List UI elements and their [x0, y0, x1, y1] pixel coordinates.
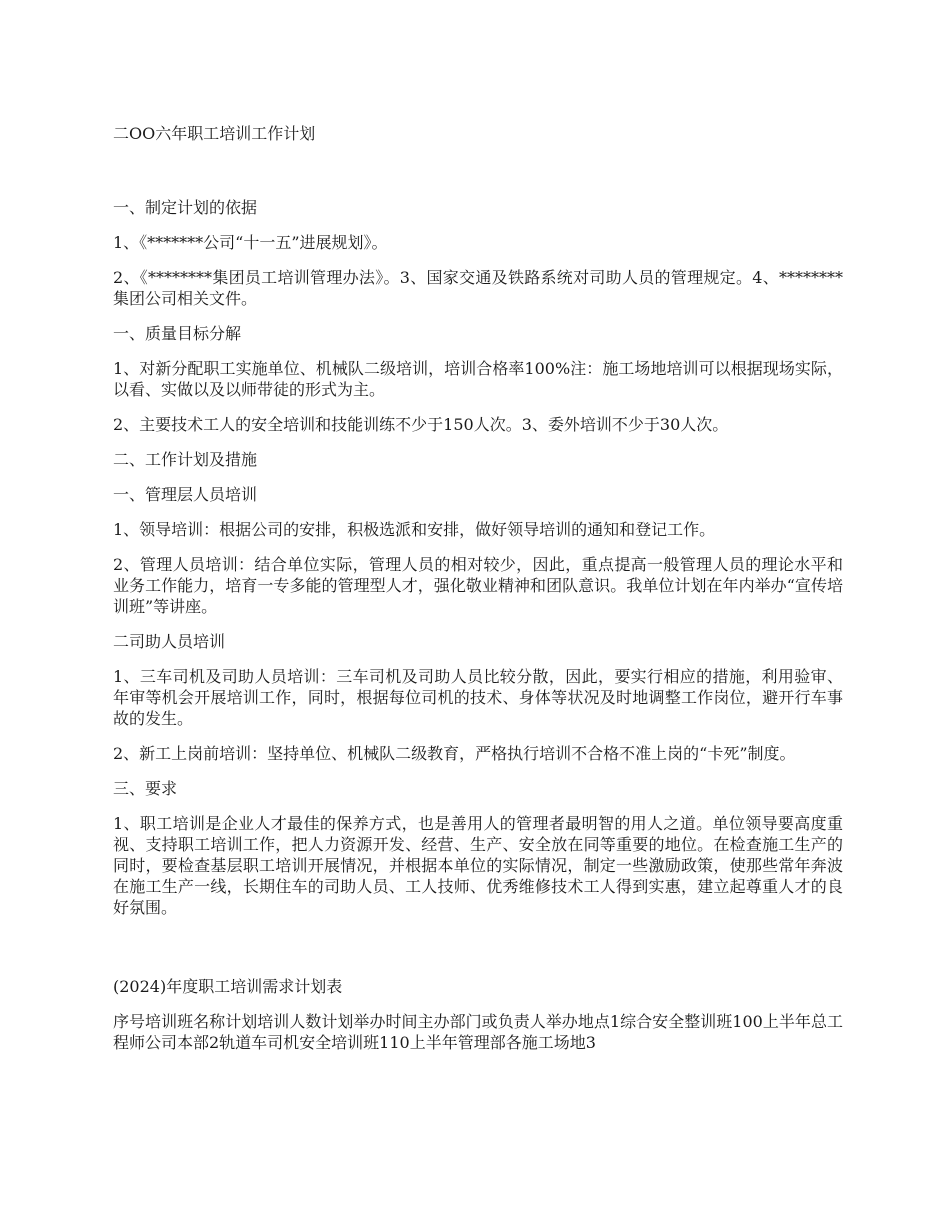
paragraph: 1、三车司机及司助人员培训：三车司机及司助人员比较分散，因此，要实行相应的措施，利用验审、年审等机会开展培训工作，同时，根据每位司机的技术、身体等状况及时地调整工作岗位，避开行车事故的发生。	[113, 667, 843, 728]
paragraph: 2、管理人员培训：结合单位实际，管理人员的相对较少，因此，重点提高一般管理人员的理论水平和业务工作能力，培育一专多能的管理型人才，强化敬业精神和团队意识。我单位计划在年内举办“宣传培训班”等讲座。	[113, 555, 843, 616]
table-title: (2024)年度职工培训需求计划表	[113, 977, 343, 996]
section-heading-work-plan: 二、工作计划及措施	[113, 450, 258, 469]
document-page	[113, 122, 843, 1067]
section-heading-requirements: 三、要求	[113, 779, 178, 798]
paragraph: 1、《*******公司“十一五”进展规划》。	[113, 233, 388, 252]
paragraph: 2、新工上岗前培训：坚持单位、机械队二级教育，严格执行培训不合格不准上岗的“卡死”制度。	[113, 744, 796, 763]
document-title: 二OO六年职工培训工作计划	[113, 124, 316, 143]
paragraph: 1、对新分配职工实施单位、机械队二级培训，培训合格率100%注：施工场地培训可以根据现场实际，以看、实做以及以师带徒的形式为主。	[113, 359, 843, 399]
subsection-heading-management: 一、管理层人员培训	[113, 485, 258, 504]
section-heading-basis: 一、制定计划的依据	[113, 198, 258, 217]
spacer	[113, 932, 843, 975]
subsection-heading-drivers: 二司助人员培训	[113, 632, 226, 651]
section-heading-quality-goals: 一、质量目标分解	[113, 324, 242, 343]
paragraph: 1、领导培训：根据公司的安排，积极选派和安排，做好领导培训的通知和登记工作。	[113, 520, 716, 539]
paragraph: 2、《********集团员工培训管理办法》。3、国家交通及铁路系统对司助人员的管理规定。4、********集团公司相关文件。	[113, 268, 843, 308]
table-text: 序号培训班名称计划培训人数计划举办时间主办部门或负责人举办地点1综合安全整训班100上半年总工程师公司本部2轨道车司机安全培训班110上半年管理部各施工场地3	[113, 1012, 843, 1052]
paragraph: 1、职工培训是企业人才最佳的保养方式，也是善用人的管理者最明智的用人之道。单位领导要高度重视、支持职工培训工作，把人力资源开发、经营、生产、安全放在同等重要的地位。在检查施工生产的同时，要检查基层职工培训开展情况，并根据本单位的实际情况，制定一些激励政策，使那些常年奔波在施工生产一线，长期住车的司助人员、工人技师、优秀维修技术工人得到实惠，建立起尊重人才的良好氛围。	[113, 814, 843, 917]
paragraph: 2、主要技术工人的安全培训和技能训练不少于150人次。3、委外培训不少于30人次。	[113, 415, 729, 434]
